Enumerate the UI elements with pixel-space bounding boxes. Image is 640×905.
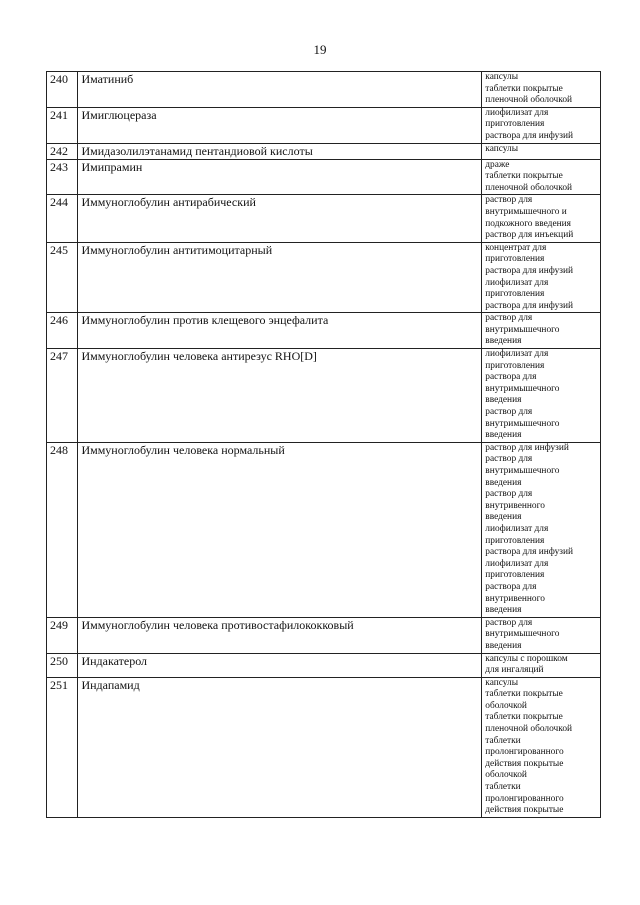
row-number: 250 bbox=[47, 653, 78, 677]
dosage-forms bbox=[482, 442, 601, 617]
dosage-forms bbox=[482, 349, 601, 443]
dosage-form-line: оболочкой bbox=[485, 770, 527, 781]
dosage-form-line: введения bbox=[485, 477, 522, 488]
dosage-form-line: раствора для инфузий bbox=[485, 300, 574, 311]
dosage-form-line: пролонгированного bbox=[485, 747, 564, 758]
dosage-form-line: действия покрытые bbox=[485, 758, 564, 769]
row-number: 240 bbox=[47, 72, 78, 108]
drug-name: Иммуноглобулин человека антирезус RHO[D] bbox=[78, 349, 482, 443]
dosage-form-line: лиофилизат для bbox=[485, 349, 549, 360]
drug-name: Иммуноглобулин человека противостафилококковый bbox=[78, 617, 482, 653]
dosage-forms bbox=[482, 653, 601, 677]
dosage-form-line: раствор для инъекций bbox=[485, 230, 574, 241]
dosage-forms bbox=[482, 195, 601, 242]
drug-name: Иматиниб bbox=[78, 72, 482, 108]
row-number: 242 bbox=[47, 143, 78, 159]
dosage-form-line: внутримышечного bbox=[485, 418, 560, 429]
row-number: 241 bbox=[47, 107, 78, 143]
dosage-form-line: раствор для инфузий bbox=[485, 442, 569, 453]
table-row bbox=[47, 195, 601, 242]
dosage-form-line: лиофилизат для bbox=[485, 558, 549, 569]
row-number: 251 bbox=[47, 677, 78, 817]
drug-name: Иммуноглобулин антитимоцитарный bbox=[78, 242, 482, 313]
dosage-forms bbox=[482, 617, 601, 653]
table-row bbox=[47, 677, 601, 817]
table-row bbox=[47, 349, 601, 443]
dosage-form-line: таблетки bbox=[485, 735, 521, 746]
dosage-forms bbox=[482, 242, 601, 313]
dosage-form-line: внутримышечного bbox=[485, 629, 560, 640]
dosage-forms bbox=[482, 313, 601, 349]
dosage-form-line: таблетки покрытые bbox=[485, 83, 563, 94]
table-row bbox=[47, 72, 601, 108]
table-row bbox=[47, 242, 601, 313]
dosage-form-line: раствор для bbox=[485, 489, 533, 500]
dosage-form-line: капсулы с порошком bbox=[485, 653, 568, 664]
drug-name: Индапамид bbox=[78, 677, 482, 817]
dosage-form-line: приготовления bbox=[485, 289, 545, 300]
dosage-form-line: приготовления bbox=[485, 360, 545, 371]
table-row bbox=[47, 107, 601, 143]
table-row bbox=[47, 313, 601, 349]
dosage-form-line: внутривенного bbox=[485, 593, 545, 604]
row-number: 246 bbox=[47, 313, 78, 349]
dosage-form-line: для ингаляций bbox=[485, 665, 544, 676]
dosage-form-line: введения bbox=[485, 430, 522, 441]
dosage-form-line: раствора для инфузий bbox=[485, 265, 574, 276]
dosage-form-line: приготовления bbox=[485, 570, 545, 581]
dosage-form-line: пленочной оболочкой bbox=[485, 95, 573, 106]
dosage-form-line: внутривенного bbox=[485, 500, 545, 511]
dosage-form-line: внутримышечного и bbox=[485, 206, 567, 217]
dosage-form-line: лиофилизат для bbox=[485, 107, 549, 118]
row-number: 249 bbox=[47, 617, 78, 653]
dosage-forms bbox=[482, 72, 601, 108]
drug-name: Имипрамин bbox=[78, 159, 482, 195]
row-number: 243 bbox=[47, 159, 78, 195]
row-number: 245 bbox=[47, 242, 78, 313]
dosage-form-line: таблетки покрытые bbox=[485, 712, 563, 723]
drug-name: Индакатерол bbox=[78, 653, 482, 677]
dosage-form-line: внутримышечного bbox=[485, 324, 560, 335]
drug-name: Иммуноглобулин антирабический bbox=[78, 195, 482, 242]
dosage-form-line: внутримышечного bbox=[485, 383, 560, 394]
drug-name: Иммуноглобулин человека нормальный bbox=[78, 442, 482, 617]
dosage-form-line: оболочкой bbox=[485, 700, 527, 711]
table-row bbox=[47, 143, 601, 159]
dosage-form-line: введения bbox=[485, 605, 522, 616]
dosage-form-line: раствор для bbox=[485, 407, 533, 418]
dosage-form-line: действия покрытые bbox=[485, 805, 564, 816]
dosage-form-line: приготовления bbox=[485, 119, 545, 130]
row-number: 248 bbox=[47, 442, 78, 617]
dosage-form-line: таблетки покрытые bbox=[485, 689, 563, 700]
dosage-form-line: капсулы bbox=[485, 72, 519, 82]
dosage-form-line: подкожного введения bbox=[485, 218, 571, 229]
row-number: 244 bbox=[47, 195, 78, 242]
dosage-form-line: введения bbox=[485, 336, 522, 347]
row-number: 247 bbox=[47, 349, 78, 443]
dosage-form-line: раствор для bbox=[485, 454, 533, 465]
dosage-form-line: таблетки bbox=[485, 782, 521, 793]
dosage-forms bbox=[482, 107, 601, 143]
table-body bbox=[47, 72, 601, 818]
dosage-form-line: раствор для bbox=[485, 195, 533, 206]
dosage-form-line: капсулы bbox=[485, 677, 519, 688]
dosage-form-line: раствор для bbox=[485, 617, 533, 628]
dosage-form-line: капсулы bbox=[485, 143, 519, 154]
dosage-form-line: лиофилизат для bbox=[485, 523, 549, 534]
drug-name: Иммуноглобулин против клещевого энцефалита bbox=[78, 313, 482, 349]
dosage-form-line: пролонгированного bbox=[485, 793, 564, 804]
dosage-form-line: внутримышечного bbox=[485, 466, 560, 476]
drug-name: Имидазолилэтанамид пентандиовой кислоты bbox=[78, 143, 482, 159]
dosage-form-line: лиофилизат для bbox=[485, 277, 549, 288]
dosage-form-line: раствора для bbox=[485, 372, 537, 383]
dosage-form-line: драже bbox=[485, 159, 510, 170]
table-row bbox=[47, 159, 601, 195]
drug-list-table bbox=[46, 71, 601, 818]
dosage-form-line: приготовления bbox=[485, 535, 545, 546]
table-row bbox=[47, 653, 601, 677]
table-row bbox=[47, 617, 601, 653]
dosage-form-line: раствор для bbox=[485, 313, 533, 324]
dosage-form-line: раствора для инфузий bbox=[485, 130, 574, 141]
table-row bbox=[47, 442, 601, 617]
dosage-form-line: введения bbox=[485, 512, 522, 523]
dosage-form-line: введения bbox=[485, 395, 522, 406]
dosage-forms bbox=[482, 143, 601, 159]
page-number: 19 bbox=[313, 42, 327, 57]
dosage-form-line: приготовления bbox=[485, 254, 545, 265]
dosage-form-line: концентрат для bbox=[485, 242, 547, 253]
dosage-form-line: таблетки покрытые bbox=[485, 171, 563, 182]
dosage-form-line: введения bbox=[485, 640, 522, 651]
dosage-form-line: раствора для bbox=[485, 581, 537, 592]
dosage-forms bbox=[482, 677, 601, 817]
dosage-form-line: пленочной оболочкой bbox=[485, 182, 573, 193]
dosage-forms bbox=[482, 159, 601, 195]
drug-name: Имиглюцераза bbox=[78, 107, 482, 143]
dosage-form-line: пленочной оболочкой bbox=[485, 724, 573, 735]
dosage-form-line: раствора для инфузий bbox=[485, 547, 574, 558]
